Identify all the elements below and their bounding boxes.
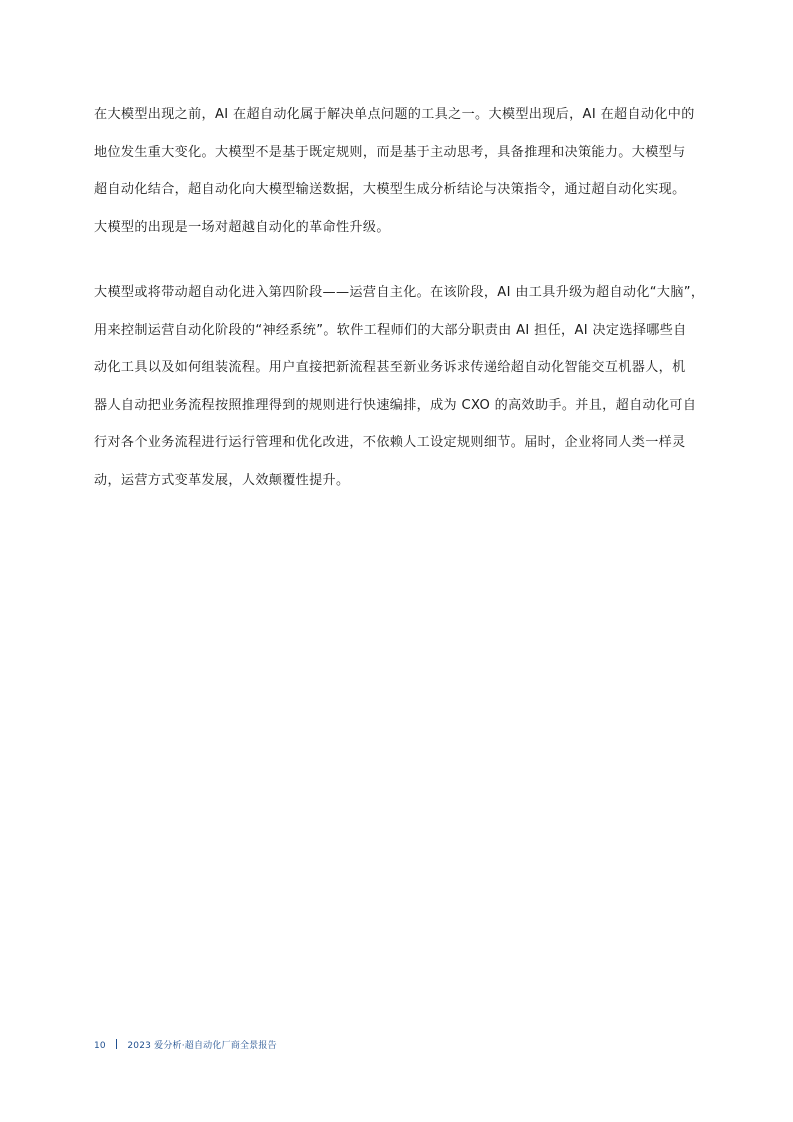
report-title: 2023 爱分析·超自动化厂商全景报告 xyxy=(127,1041,277,1051)
paragraph-line: 大模型的出现是一场对超越自动化的革命性升级。 xyxy=(94,219,390,235)
paragraph-line: 动化工具以及如何组装流程。用户直接把新流程甚至新业务诉求传递给超自动化智能交互机器人，机 xyxy=(94,360,686,375)
paragraph-line: 地位发生重大变化。大模型不是基于既定规则，而是基于主动思考，具备推理和决策能力。大模型与 xyxy=(94,144,686,160)
paragraph-line: 超自动化结合，超自动化向大模型输送数据，大模型生成分析结论与决策指令，通过超自动化实现。 xyxy=(94,182,686,197)
paragraph-line: 行对各个业务流程进行运行管理和优化改进，不依赖人工设定规则细节。届时，企业将同人类一样灵 xyxy=(94,435,686,450)
paragraph-line: 器人自动把业务流程按照推理得到的规则进行快速编排，成为 CXO 的高效助手。并且，超自动化可自 xyxy=(94,397,697,413)
paragraph-line: 在大模型出现之前，AI 在超自动化属于解决单点问题的工具之一。大模型出现后，AI 在超自动化中的 xyxy=(94,107,695,122)
paragraph-line: 用来控制运营自动化阶段的“神经系统”。软件工程师们的大部分职责由 AI 担任，AI 决定选择哪些自 xyxy=(94,322,687,338)
footer-divider xyxy=(116,1039,118,1049)
paragraph-line: 动，运营方式变革发展，人效颠覆性提升。 xyxy=(94,472,350,488)
page-number: 10 xyxy=(94,1041,106,1051)
paragraph-2 xyxy=(94,282,705,507)
paragraph-line: 大模型或将带动超自动化进入第四阶段——运营自主化。在该阶段，AI 由工具升级为超自动化“大脑”， xyxy=(94,285,705,300)
page-footer xyxy=(94,1038,277,1051)
paragraph-1 xyxy=(94,104,699,254)
